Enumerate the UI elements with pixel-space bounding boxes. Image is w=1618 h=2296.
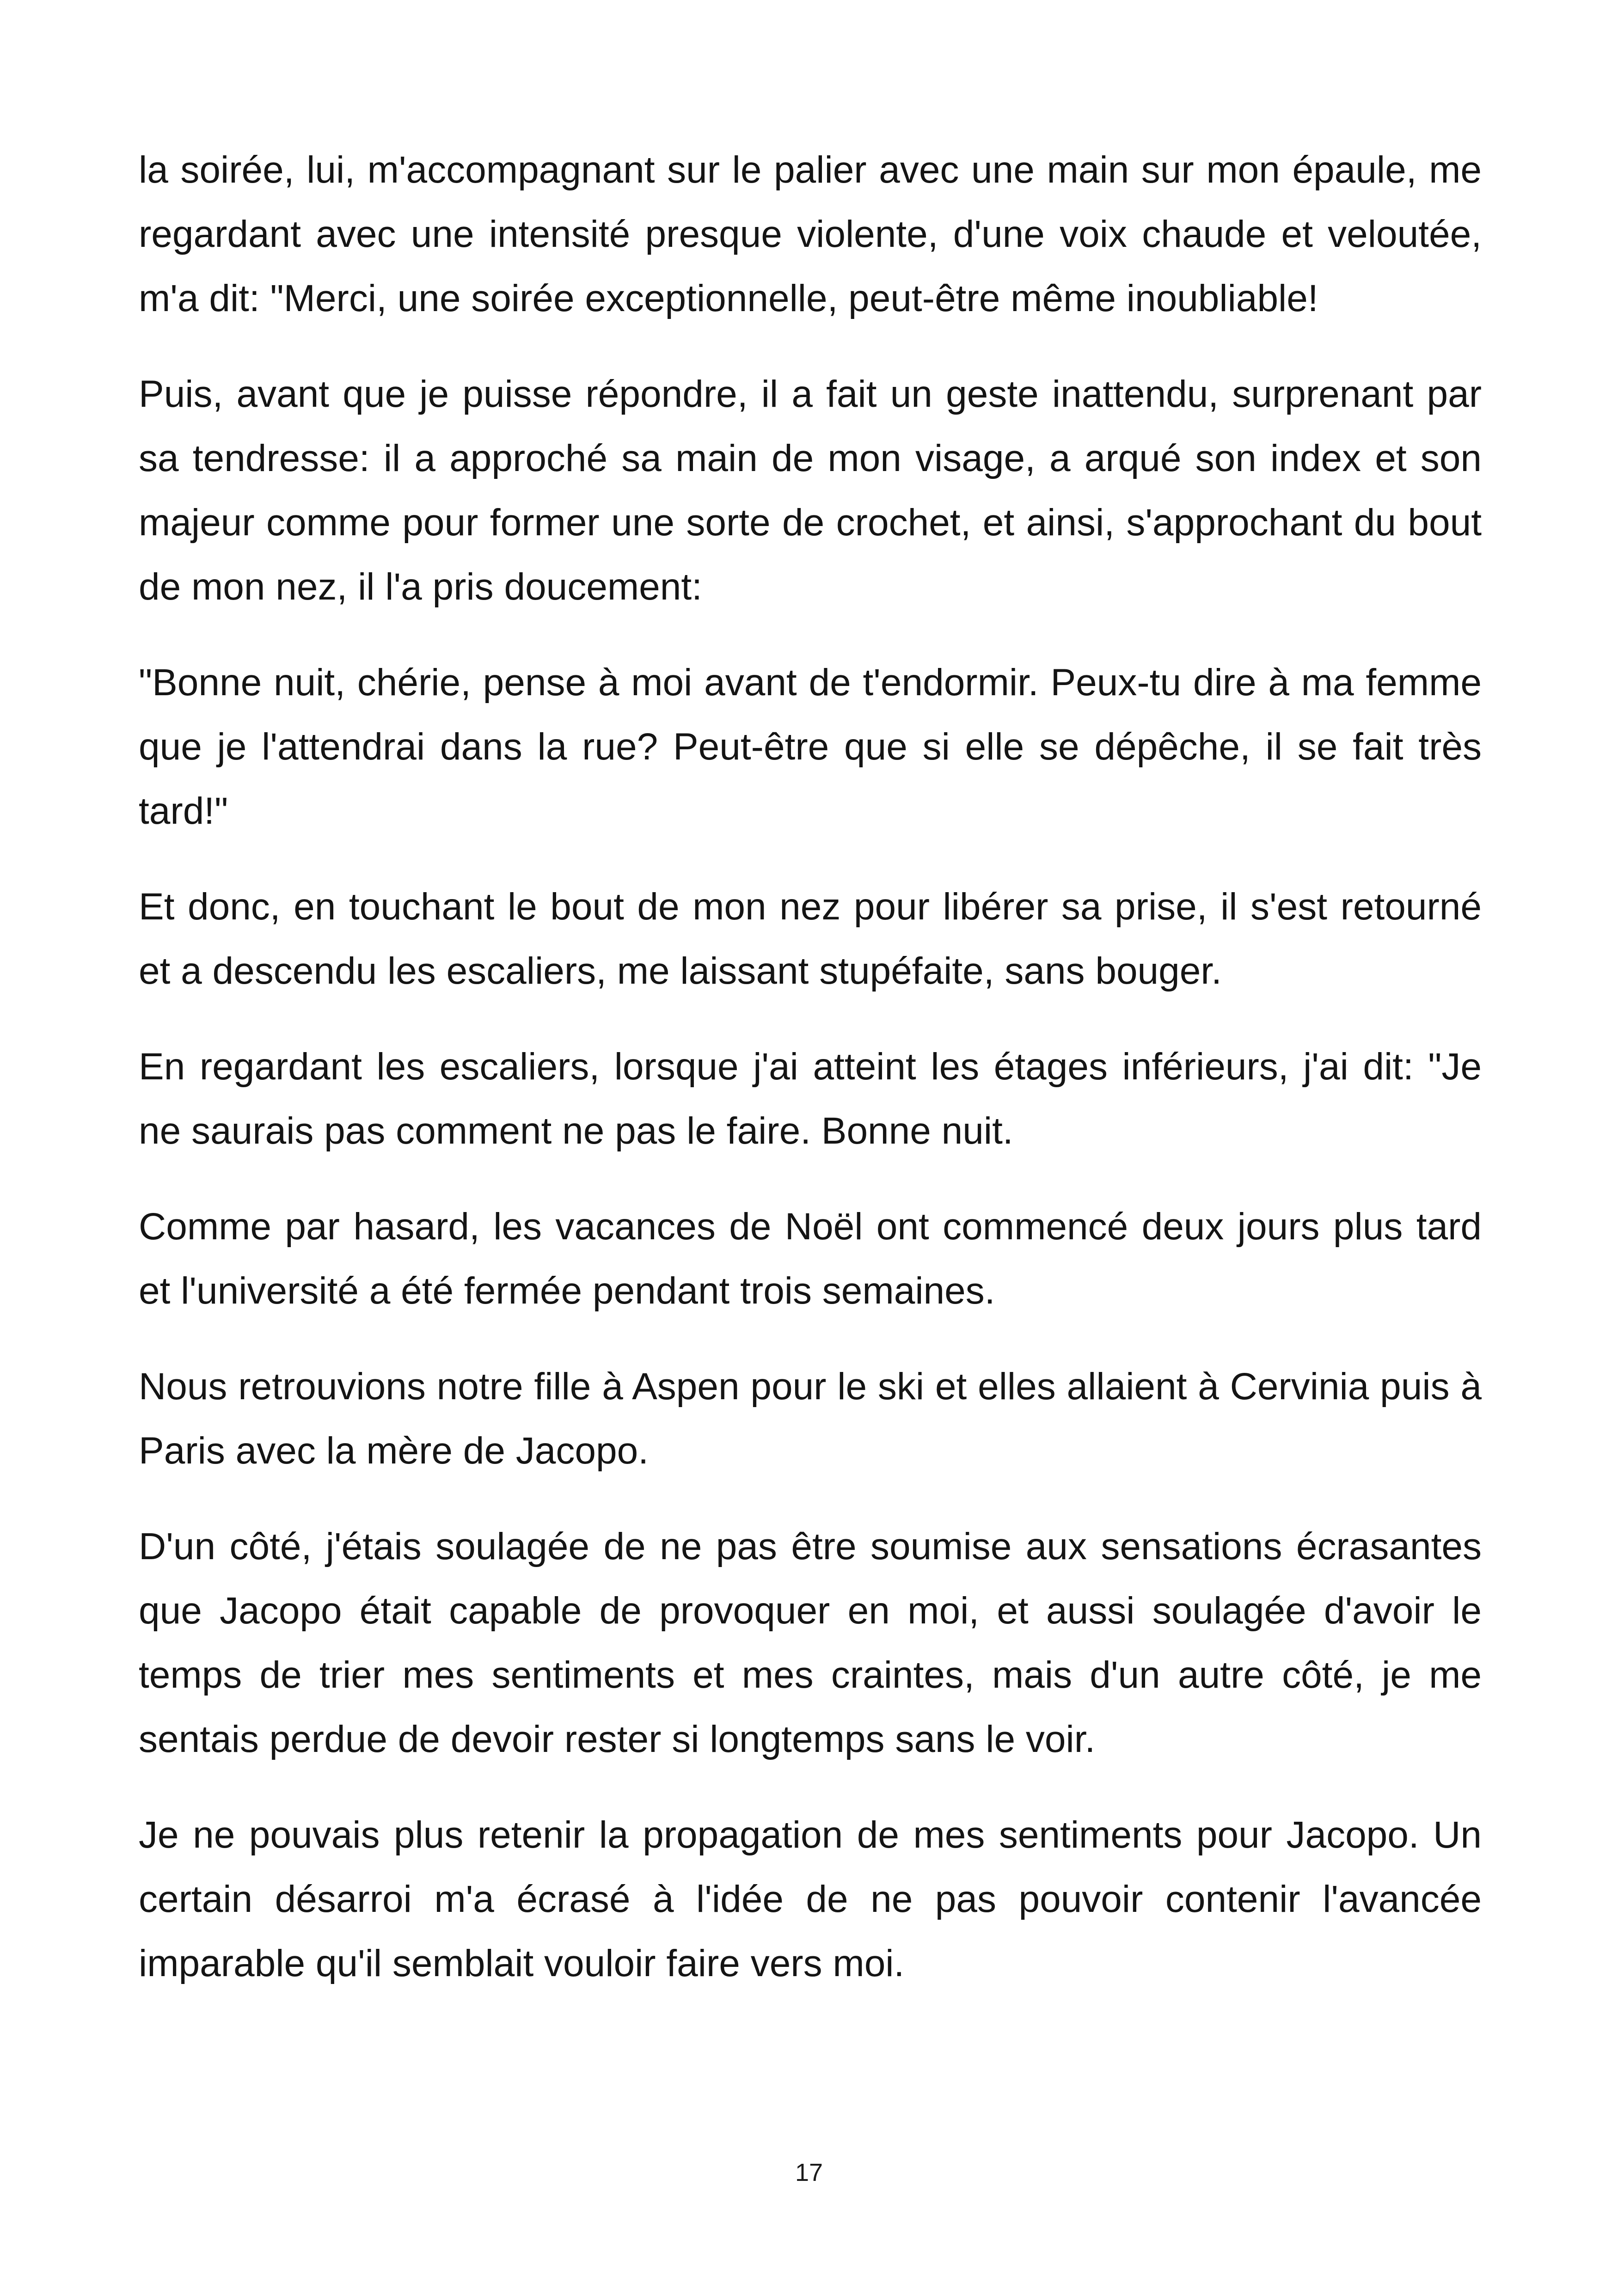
paragraph: Et donc, en touchant le bout de mon nez pour libérer sa prise, il s'est retourné et a descendu les escaliers, me laissant stupéfaite, sans bouger. [139,886,1482,992]
paragraph: Puis, avant que je puisse répondre, il a fait un geste inattendu, surprenant par sa tendresse: il a approché sa main de mon visage, a arqué son index et son majeur comme pour former une sorte de crochet, et ainsi, s'approchant du bout de mon nez, il l'a pris doucement: [139,373,1482,608]
text-body [139,138,1482,2027]
paragraph: la soirée, lui, m'accompagnant sur le palier avec une main sur mon épaule, me regardant avec une intensité presque violente, d'une voix chaude et veloutée, m'a dit: "Merci, une soirée exceptionnelle, peut-être même inoubliable! [139,149,1482,319]
paragraph: En regardant les escaliers, lorsque j'ai atteint les étages inférieurs, j'ai dit: "Je ne saurais pas comment ne pas le faire. Bonne nuit. [139,1046,1482,1152]
paragraph: "Bonne nuit, chérie, pense à moi avant de t'endormir. Peux-tu dire à ma femme que je l'attendrai dans la rue? Peut-être que si elle se dépêche, il se fait très tard!" [139,661,1482,832]
paragraph: Je ne pouvais plus retenir la propagation de mes sentiments pour Jacopo. Un certain désarroi m'a écrasé à l'idée de ne pas pouvoir contenir l'avancée imparable qu'il semblait vouloir faire vers moi. [139,1814,1482,1984]
paragraph: D'un côté, j'étais soulagée de ne pas être soumise aux sensations écrasantes que Jacopo était capable de provoquer en moi, et aussi soulagée d'avoir le temps de trier mes sentiments et mes craintes, mais d'un autre côté, je me sentais perdue de devoir rester si longtemps sans le voir. [139,1525,1482,1760]
paragraph: Nous retrouvions notre fille à Aspen pour le ski et elles allaient à Cervinia puis à Paris avec la mère de Jacopo. [139,1365,1482,1472]
paragraph: Comme par hasard, les vacances de Noël ont commencé deux jours plus tard et l'université a été fermée pendant trois semaines. [139,1206,1482,1312]
page-number: 17 [795,2159,823,2186]
